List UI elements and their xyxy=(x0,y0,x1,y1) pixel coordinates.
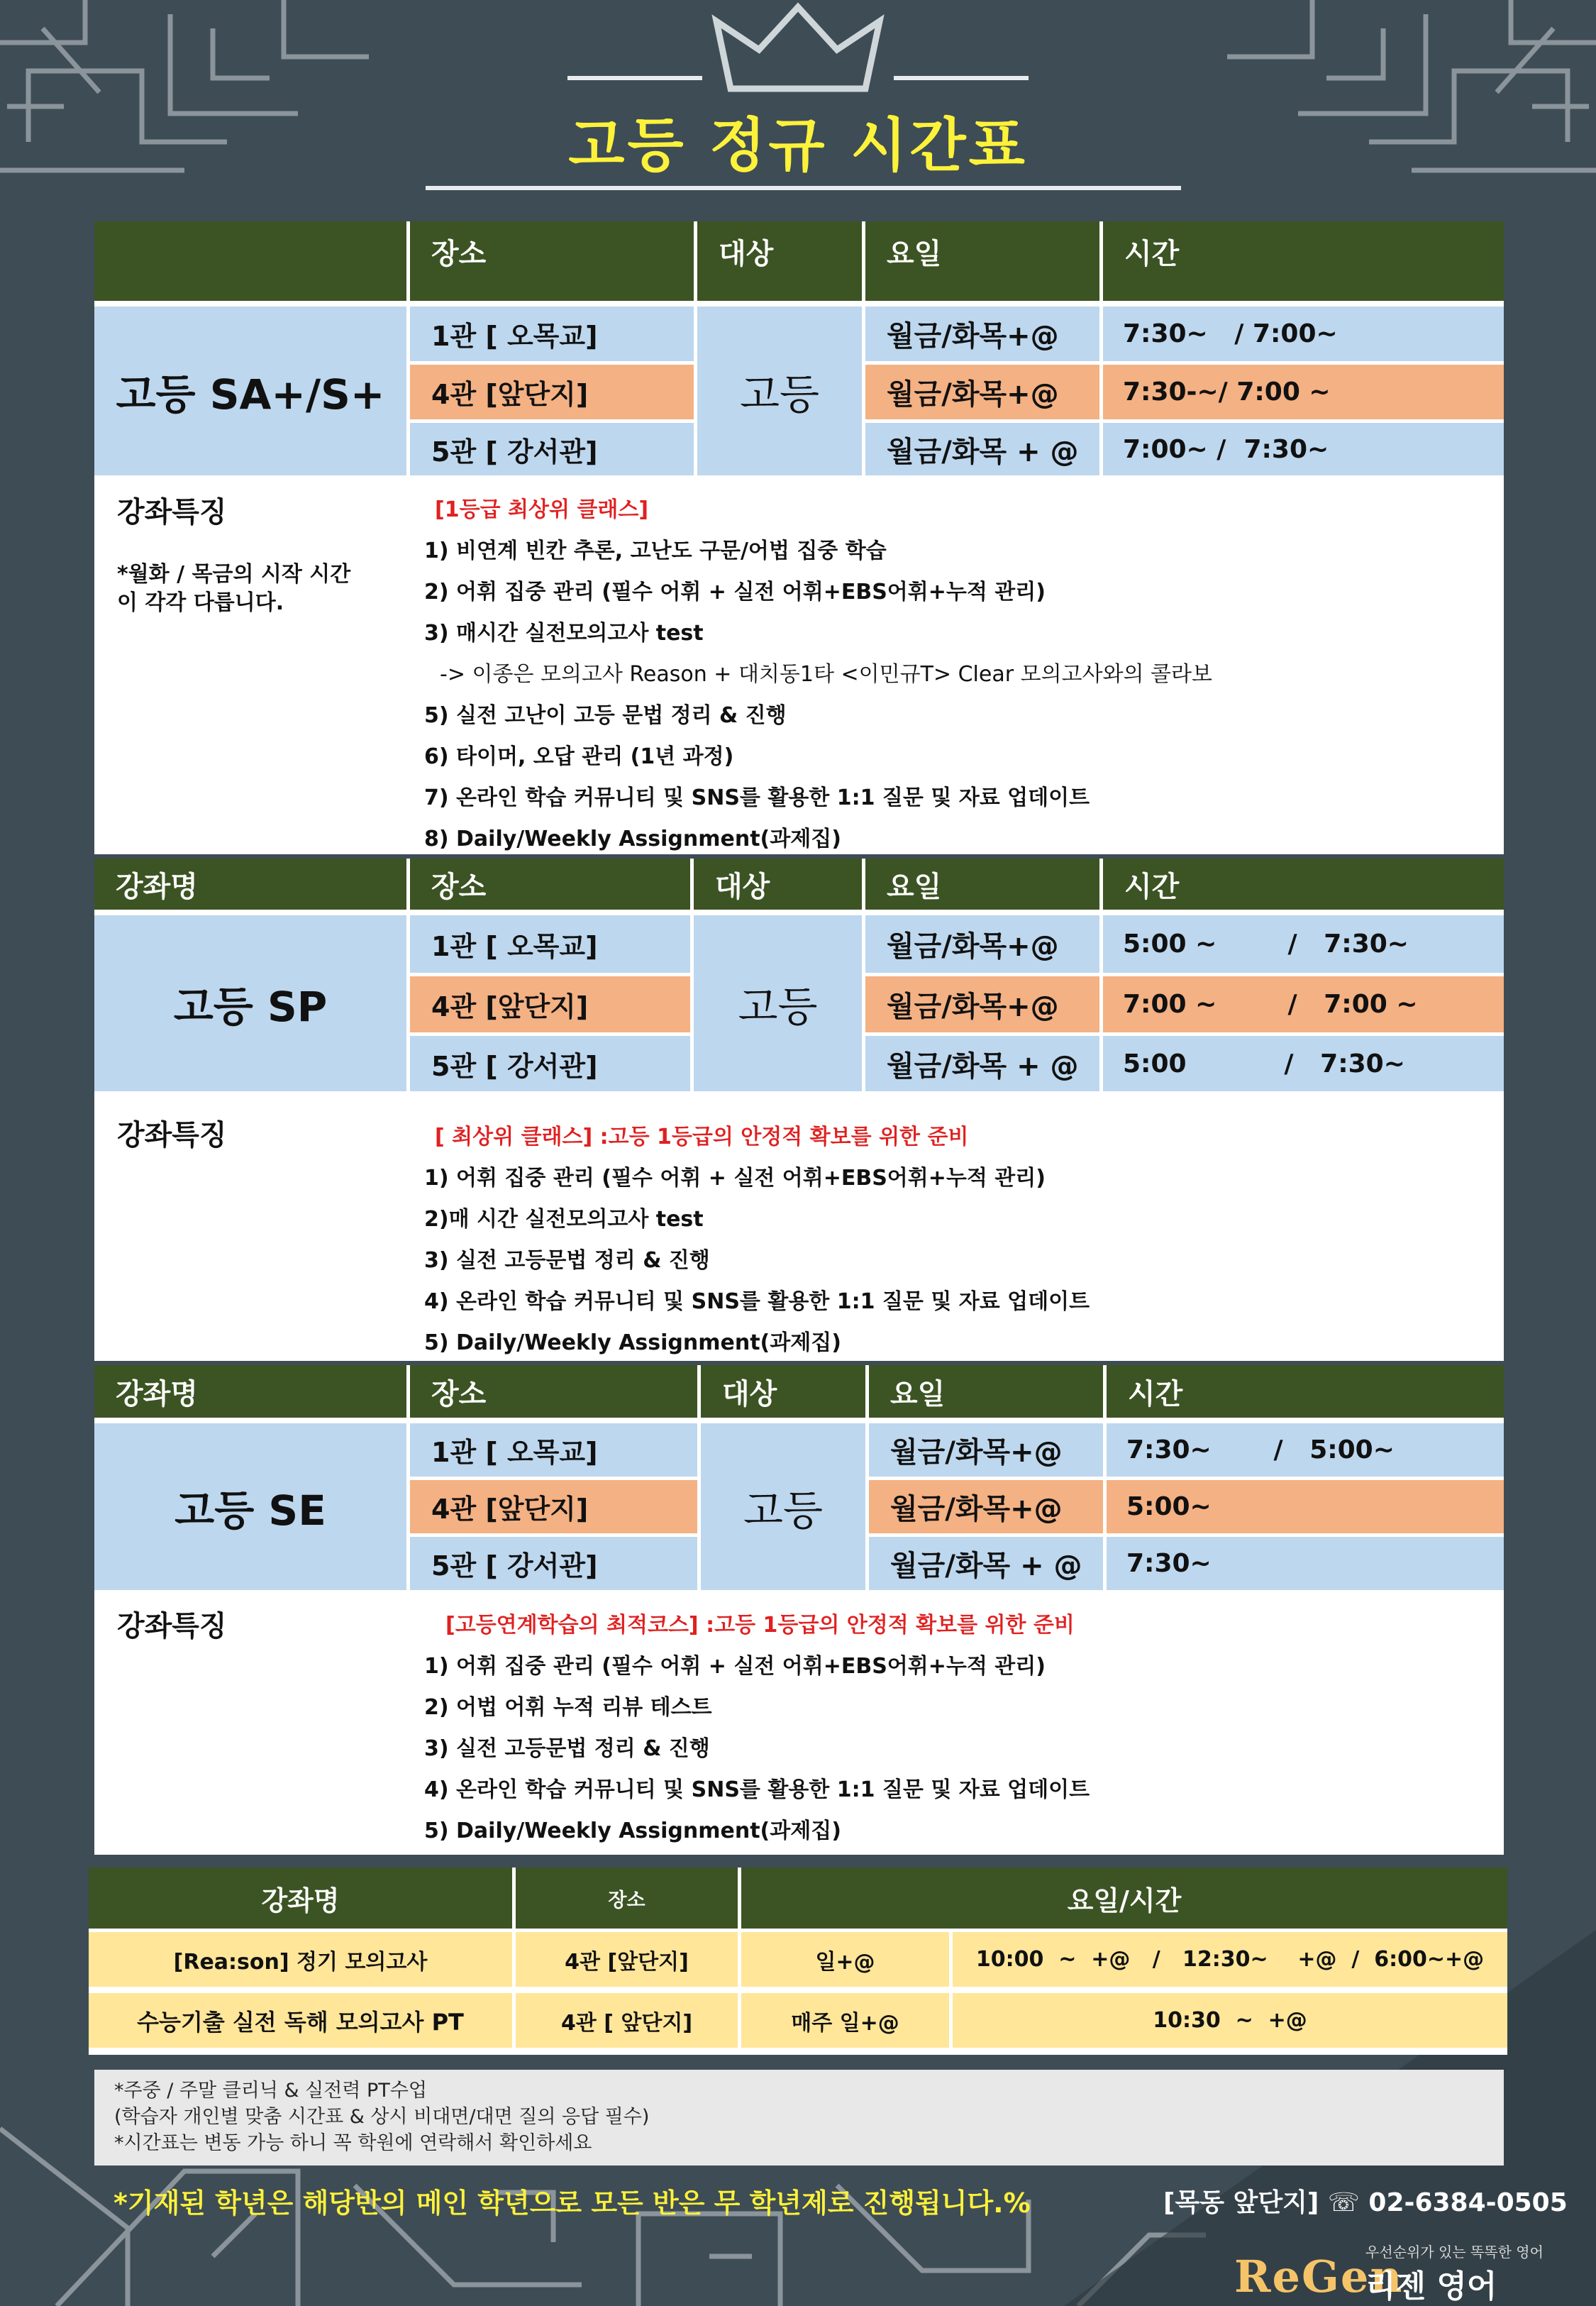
contact-info: [목동 앞단지] ☏ 02-6384-0505 xyxy=(1163,2188,1568,2217)
course-name: 고등 SA+/S+ xyxy=(94,307,410,479)
feature-label: 강좌특징 xyxy=(117,1119,227,1152)
feature-title: [고등연계학습의 최적코스] :고등 1등급의 안정적 확보를 위한 준비 xyxy=(445,1613,1075,1638)
header-time: 시간 xyxy=(1124,870,1180,903)
feature-item: 5) Daily/Weekly Assignment(과제집) xyxy=(424,1330,841,1355)
section-se xyxy=(94,1365,1504,1855)
feature-item: 2) 어휘 집중 관리 (필수 어휘 + 실전 어휘+EBS어휘+누적 관리) xyxy=(424,580,1046,605)
time-cell: 5:00 / 7:30~ xyxy=(1103,1036,1504,1095)
feature-item: 8) Daily/Weekly Assignment(과제집) xyxy=(424,827,841,851)
time-cell: 5:00~ xyxy=(1107,1480,1504,1537)
feature-label: 강좌특징 xyxy=(117,1610,227,1643)
time-cell: 7:00 ~ / 7:00 ~ xyxy=(1103,976,1504,1036)
time-cell: 7:30-~/ 7:00 ~ xyxy=(1103,365,1504,423)
note-line: 이 각각 다릅니다. xyxy=(117,590,284,615)
location-cell: 4관 [앞단지] xyxy=(410,365,697,423)
time-cell: 10:00 ~ +@ / 12:30~ +@ / 6:00~+@ xyxy=(953,1929,1507,1987)
feature-item: 1) 어휘 집중 관리 (필수 어휘 + 실전 어휘+EBS어휘+누적 관리) xyxy=(424,1166,1046,1191)
header-day: 요일 xyxy=(865,859,1103,910)
time-cell: 7:30~ xyxy=(1107,1537,1504,1594)
page-title: 고등 정규 시간표 xyxy=(568,112,1028,180)
grade-notice: *기재된 학년은 해당반의 메인 학년으로 모든 반은 무 학년제로 진행됩니다.% xyxy=(113,2188,1031,2219)
location-cell: 1관 [ 오목교] xyxy=(410,307,697,365)
time-cell: 7:30~ / 5:00~ xyxy=(1107,1423,1504,1480)
target-cell: 고등 xyxy=(697,307,865,479)
day-cell: 월금/화목+@ xyxy=(865,307,1103,365)
course-cell: [Rea:son] 정기 모의고사 xyxy=(89,1929,516,1987)
header-course: 강좌명 xyxy=(94,1365,410,1418)
feature-list xyxy=(424,1605,1090,1852)
day-cell: 월금/화목+@ xyxy=(865,365,1103,423)
header-target: 대상 xyxy=(697,221,865,301)
logo-korean: 리젠 영어 xyxy=(1365,2268,1497,2305)
day-cell: 월금/화목+@ xyxy=(869,1423,1107,1480)
header-location: 장소 xyxy=(516,1868,741,1929)
time-cell: 7:30~ / 7:00~ xyxy=(1103,307,1504,365)
header-time: 시간 xyxy=(1124,238,1180,270)
feature-list xyxy=(424,1117,1090,1364)
location-cell: 4관 [앞단지] xyxy=(516,1929,741,1987)
header-day: 요일 xyxy=(865,221,1103,301)
feature-item: 4) 온라인 학습 커뮤니티 및 SNS를 활용한 1:1 질문 및 자료 업데이트 xyxy=(424,1289,1090,1314)
header-course: 강좌명 xyxy=(94,859,410,910)
feature-item: 1) 비연계 빈칸 추론, 고난도 구문/어법 집중 학습 xyxy=(424,539,887,563)
day-cell: 월금/화목 + @ xyxy=(865,1036,1103,1095)
header-course xyxy=(94,221,410,301)
section-header-row xyxy=(94,1365,1504,1418)
section-sa-plus xyxy=(94,221,1504,854)
feature-label: 강좌특징 xyxy=(117,496,227,529)
location-cell: 4관 [ 앞단지] xyxy=(516,1990,741,2048)
course-name: 고등 SE xyxy=(94,1423,410,1594)
day-cell: 월금/화목+@ xyxy=(865,976,1103,1036)
note-line: *주중 / 주말 클리닉 & 실전력 PT수업 xyxy=(114,2080,427,2102)
course-name: 고등 SP xyxy=(94,915,410,1095)
note-line: *시간표는 변동 가능 하니 꼭 학원에 연락해서 확인하세요 xyxy=(114,2132,592,2154)
location-cell: 5관 [ 강서관] xyxy=(410,1036,694,1095)
header-day-time: 요일/시간 xyxy=(741,1868,1507,1929)
section-header-row xyxy=(94,221,1504,301)
course-cell: 수능기출 실전 독해 모의고사 PT xyxy=(89,1990,516,2048)
header-course: 강좌명 xyxy=(89,1868,516,1929)
day-cell: 매주 일+@ xyxy=(741,1990,953,2048)
header-day: 요일 xyxy=(869,1365,1107,1418)
header-location: 장소 xyxy=(410,221,697,301)
feature-item: 1) 어휘 집중 관리 (필수 어휘 + 실전 어휘+EBS어휘+누적 관리) xyxy=(424,1654,1046,1679)
logo-slogan: 우선순위가 있는 똑똑한 영어 xyxy=(1365,2244,1544,2261)
section-sp xyxy=(94,859,1504,1361)
header-time: 시간 xyxy=(1128,1377,1183,1411)
location-cell: 4관 [앞단지] xyxy=(410,976,694,1036)
note-line: *월화 / 목금의 시작 시간 xyxy=(117,562,351,587)
day-cell: 일+@ xyxy=(741,1929,953,1987)
header-location: 장소 xyxy=(410,1365,701,1418)
feature-item: 6) 타이머, 오답 관리 (1년 과정) xyxy=(424,744,734,769)
time-cell: 5:00 ~ / 7:30~ xyxy=(1103,915,1504,976)
target-cell: 고등 xyxy=(701,1423,869,1594)
time-cell: 10:30 ~ +@ xyxy=(953,1990,1507,2048)
day-cell: 월금/화목 + @ xyxy=(869,1537,1107,1594)
notes-box xyxy=(94,2070,1504,2166)
feature-item: 2) 어법 어휘 누적 리뷰 테스트 xyxy=(424,1695,712,1720)
day-cell: 월금/화목+@ xyxy=(865,915,1103,976)
feature-list xyxy=(424,490,1212,860)
feature-item: 3) 실전 고등문법 정리 & 진행 xyxy=(424,1248,710,1273)
feature-item: 3) 매시간 실전모의고사 test xyxy=(424,621,704,646)
feature-title: [ 최상위 클래스] :고등 1등급의 안정적 확보를 위한 준비 xyxy=(435,1125,969,1149)
logo-wordmark: ReGen xyxy=(1234,2251,1404,2302)
feature-item: 4) 온라인 학습 커뮤니티 및 SNS를 활용한 1:1 질문 및 자료 업데이트 xyxy=(424,1777,1090,1802)
header-location: 장소 xyxy=(410,859,694,910)
day-cell: 월금/화목+@ xyxy=(869,1480,1107,1537)
location-cell: 5관 [ 강서관] xyxy=(410,1537,701,1594)
feature-item: 5) 실전 고난이 고등 문법 정리 & 진행 xyxy=(424,703,787,728)
location-cell: 1관 [ 오목교] xyxy=(410,1423,701,1480)
note-line: (학습자 개인별 맞춤 시간표 & 상시 비대면/대면 질의 응답 필수) xyxy=(114,2106,650,2128)
feature-item: 3) 실전 고등문법 정리 & 진행 xyxy=(424,1736,710,1761)
feature-item: 7) 온라인 학습 커뮤니티 및 SNS를 활용한 1:1 질문 및 자료 업데이트 xyxy=(424,785,1090,810)
feature-item: 2)매 시간 실전모의고사 test xyxy=(424,1207,704,1232)
location-cell: 5관 [ 강서관] xyxy=(410,423,697,479)
location-cell: 4관 [앞단지] xyxy=(410,1480,701,1537)
header-target: 대상 xyxy=(701,1365,869,1418)
feature-item: -> 이종은 모의고사 Reason + 대치동1타 <이민규T> Clear 모의고사와의 콜라보 xyxy=(440,662,1212,687)
feature-title: [1등급 최상위 클래스] xyxy=(435,497,649,522)
location-cell: 1관 [ 오목교] xyxy=(410,915,694,976)
special-course-table xyxy=(89,1868,1507,2055)
section-header-row xyxy=(94,859,1504,910)
target-cell: 고등 xyxy=(694,915,865,1095)
time-cell: 7:00~ / 7:30~ xyxy=(1103,423,1504,479)
day-cell: 월금/화목 + @ xyxy=(865,423,1103,479)
header-target: 대상 xyxy=(694,859,865,910)
feature-item: 5) Daily/Weekly Assignment(과제집) xyxy=(424,1819,841,1843)
